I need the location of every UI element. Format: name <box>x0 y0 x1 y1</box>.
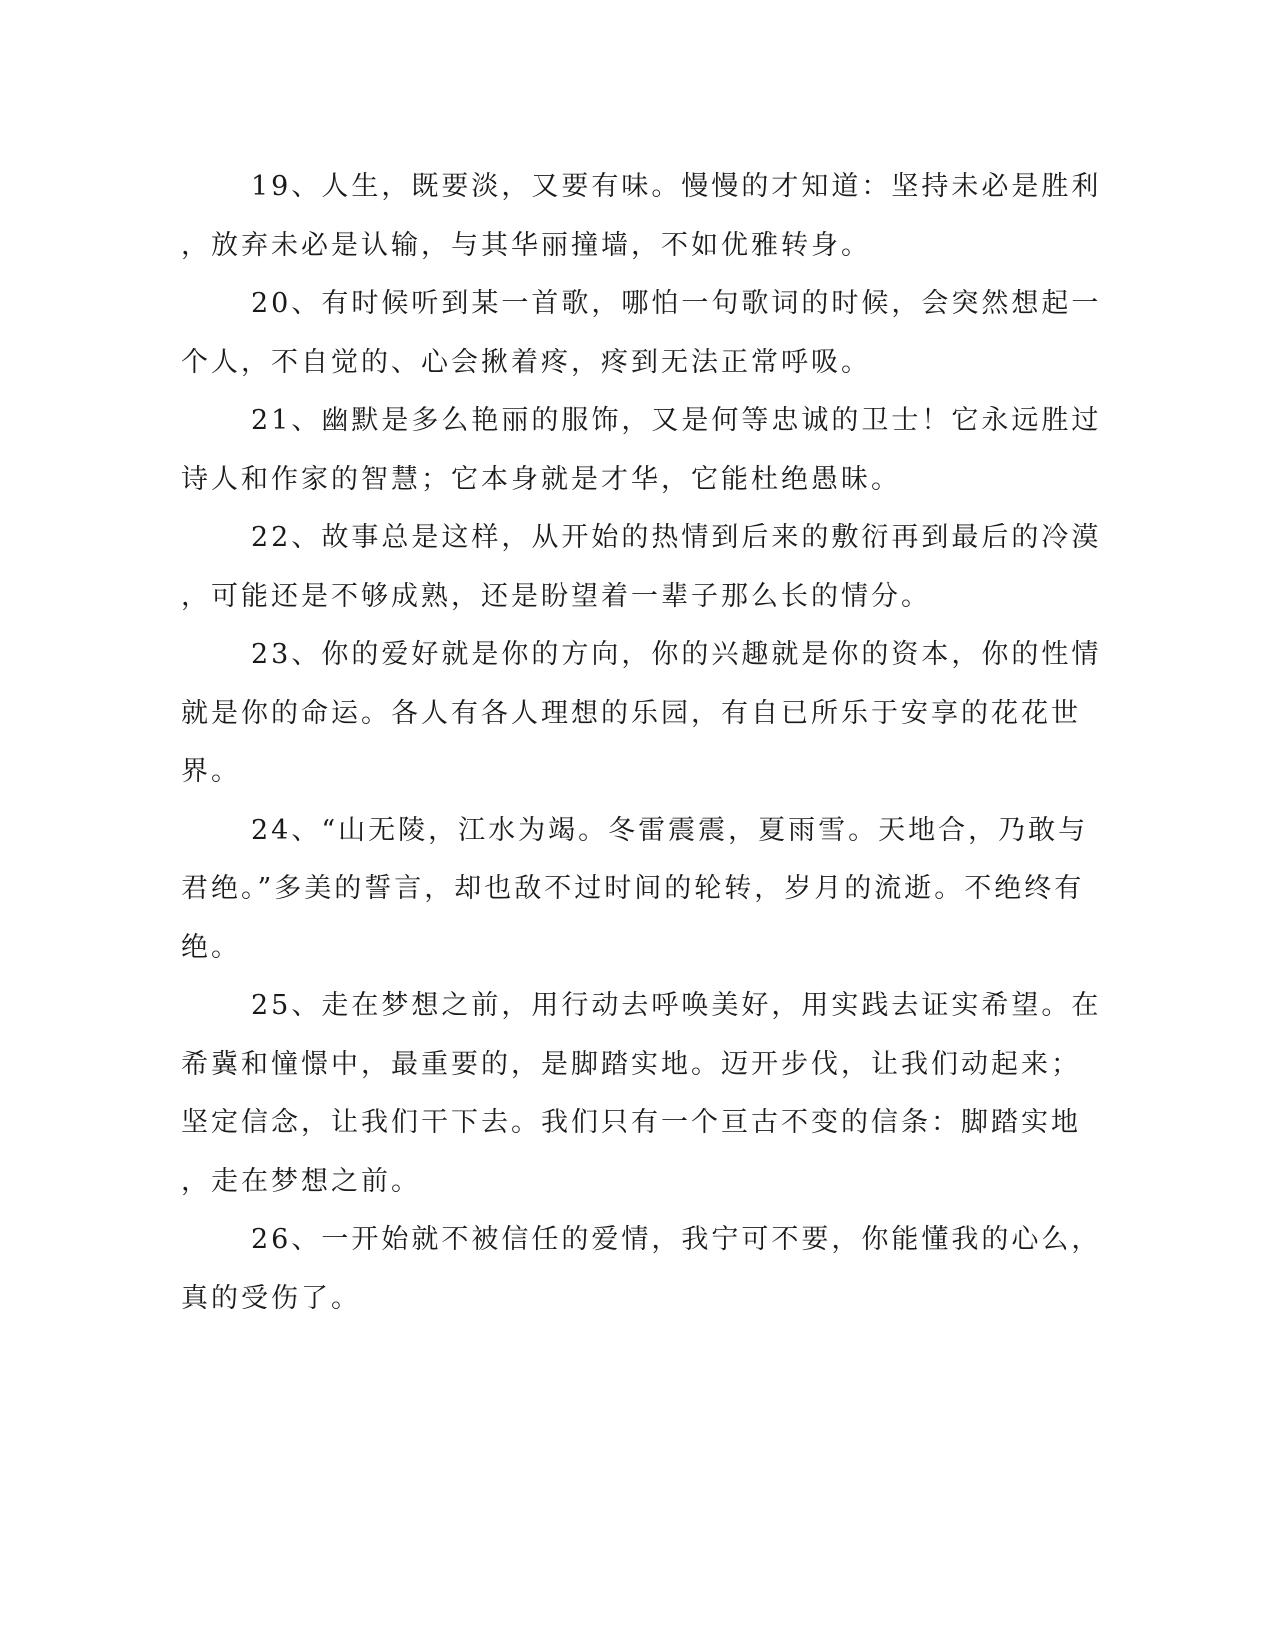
quote-paragraph-25 <box>181 977 1102 1211</box>
paragraph-line: 22、故事总是这样，从开始的热情到后来的敷衍再到最后的冷漠 <box>251 522 1102 553</box>
quote-paragraph-24 <box>181 802 1089 978</box>
paragraph-line: 君绝。”多美的誓言，却也敌不过时间的轮转，岁月的流逝。不绝终有 <box>181 873 1085 904</box>
quote-paragraph-19 <box>181 158 1102 275</box>
paragraph-line: 19、人生，既要淡，又要有味。慢慢的才知道：坚持未必是胜利 <box>251 171 1102 202</box>
paragraph-line: 24、“山无陵，江水为竭。冬雷震震，夏雨雪。天地合，乃敢与 <box>251 814 1089 846</box>
paragraph-line: 界。 <box>181 756 241 787</box>
paragraph-line: 真的受伤了。 <box>181 1282 361 1314</box>
quote-paragraph-26 <box>181 1211 1102 1328</box>
paragraph-line: 希冀和憧憬中，最重要的，是脚踏实地。迈开步伐，让我们动起来； <box>181 1048 1081 1080</box>
paragraph-line: ，可能还是不够成熟，还是盼望着一辈子那么长的情分。 <box>181 580 931 612</box>
paragraph-line: 就是你的命运。各人有各人理想的乐园，有自已所乐于安享的花花世 <box>181 697 1081 729</box>
paragraph-line: 坚定信念，让我们干下去。我们只有一个亘古不变的信条：脚踏实地 <box>181 1107 1081 1138</box>
paragraph-line: 诗人和作家的智慧；它本身就是才华，它能杜绝愚昧。 <box>181 463 901 495</box>
paragraph-line: 20、有时候听到某一首歌，哪怕一句歌词的时候，会突然想起一 <box>251 288 1102 319</box>
quote-paragraph-23 <box>181 626 1102 802</box>
quote-paragraph-22 <box>181 509 1102 626</box>
paragraph-line: 绝。 <box>181 931 241 963</box>
quote-paragraph-20 <box>181 275 1102 392</box>
paragraph-line: 26、一开始就不被信任的爱情，我宁可不要，你能懂我的心么， <box>251 1224 1102 1255</box>
paragraph-line: 个人，不自觉的、心会揪着疼，疼到无法正常呼吸。 <box>181 346 871 378</box>
paragraph-line: 21、幽默是多么艳丽的服饰，又是何等忠诚的卫士！它永远胜过 <box>251 405 1102 436</box>
document-body <box>181 158 1102 1328</box>
paragraph-line: ，走在梦想之前。 <box>181 1165 421 1197</box>
paragraph-line: ，放弃未必是认输，与其华丽撞墙，不如优雅转身。 <box>181 229 871 261</box>
quote-paragraph-21 <box>181 392 1102 509</box>
paragraph-line: 25、走在梦想之前，用行动去呼唤美好，用实践去证实希望。在 <box>251 990 1102 1021</box>
paragraph-line: 23、你的爱好就是你的方向，你的兴趣就是你的资本，你的性情 <box>251 639 1102 670</box>
